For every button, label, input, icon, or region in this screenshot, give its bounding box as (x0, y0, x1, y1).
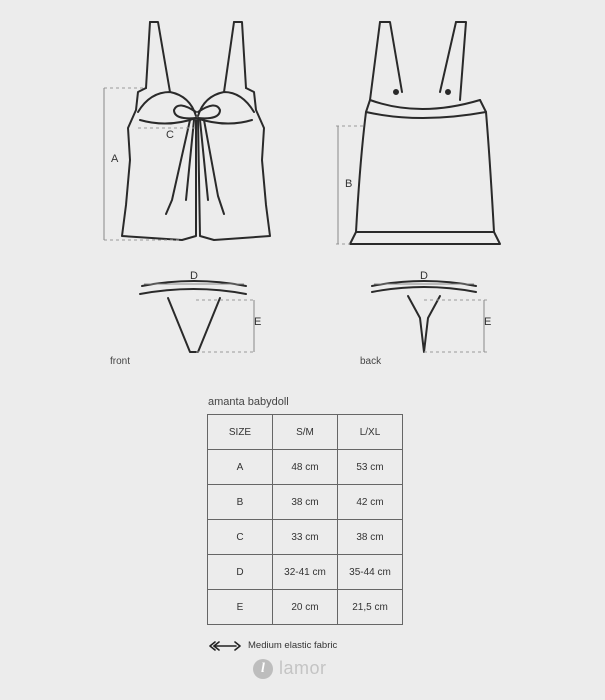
table-cell: 33 cm (273, 520, 338, 555)
table-header-row (208, 415, 403, 450)
table-cell: E (208, 590, 273, 625)
label-e-front: E (254, 316, 262, 328)
label-c: C (166, 129, 174, 141)
thong-back (372, 281, 476, 352)
legend (208, 640, 337, 651)
table-cell: 38 cm (338, 520, 403, 555)
header-cell: L/XL (338, 415, 403, 450)
label-a: A (111, 153, 119, 165)
brand-logo (253, 658, 327, 679)
back-caption: back (360, 356, 382, 367)
table-row (208, 520, 403, 555)
size-table-title: amanta babydoll (208, 396, 289, 408)
table-cell: 42 cm (338, 485, 403, 520)
thong-front (140, 281, 246, 352)
table-row (208, 555, 403, 590)
table-cell: 32-41 cm (273, 555, 338, 590)
front-caption: front (110, 356, 131, 367)
size-table (207, 414, 403, 625)
table-row (208, 450, 403, 485)
header-cell: SIZE (208, 415, 273, 450)
table-cell: 21,5 cm (338, 590, 403, 625)
babydoll-front (122, 22, 270, 240)
table-cell: D (208, 555, 273, 590)
table-cell: B (208, 485, 273, 520)
table-cell: 20 cm (273, 590, 338, 625)
table-cell: 38 cm (273, 485, 338, 520)
table-row (208, 590, 403, 625)
brand-mark-icon: l (253, 659, 273, 679)
legend-text: Medium elastic fabric (248, 640, 338, 651)
table-cell: 35-44 cm (338, 555, 403, 590)
babydoll-back (350, 22, 500, 244)
table-cell: A (208, 450, 273, 485)
elastic-arrows-icon (208, 641, 242, 651)
table-cell: 48 cm (273, 450, 338, 485)
label-b: B (345, 178, 353, 190)
label-e-back: E (484, 316, 492, 328)
label-d-front: D (190, 270, 198, 282)
table-cell: C (208, 520, 273, 555)
label-d-back: D (420, 270, 428, 282)
brand-name: lamor (279, 658, 327, 678)
table-cell: 53 cm (338, 450, 403, 485)
header-cell: S/M (273, 415, 338, 450)
table-row (208, 485, 403, 520)
